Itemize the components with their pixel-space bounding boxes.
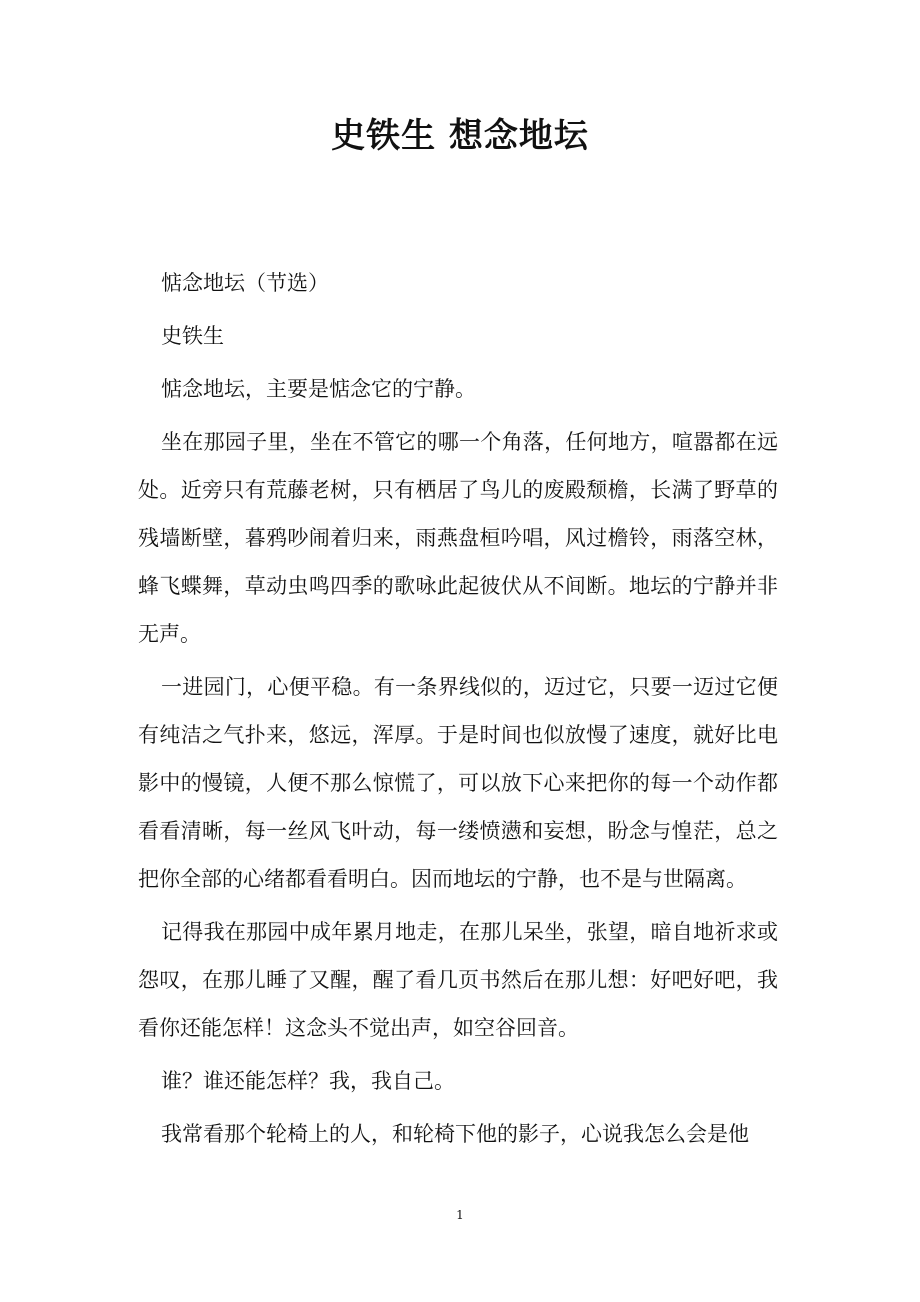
body-paragraph: 谁？谁还能怎样？我，我自己。 [161,1069,455,1093]
body-paragraph: 坐在那园子里，坐在不管它的哪一个角落，任何地方，喧嚣都在远处。近旁只有荒藤老树，只有栖居了鸟儿的废殿颓檐，长满了野草的残墙断壁，暮鸦吵闹着归来，雨燕盘桓吟唱，风过檐铃，雨落空林，蜂飞蝶舞，草动虫鸣四季的歌咏此起彼伏从不间断。地坛的宁静并非无声。 [138,430,778,646]
document-title: 史铁生 想念地坛 [331,116,589,156]
page-number: 1 [456,1208,464,1222]
document-body [138,259,778,1163]
body-paragraph: 一进园门，心便平稳。有一条界线似的，迈过它，只要一迈过它便有纯洁之气扑来，悠远，浑厚。于是时间也似放慢了速度，就好比电影中的慢镜，人便不那么惊慌了，可以放下心来把你的每一个动作都看看清晰，每一丝风飞叶动，每一缕愤懑和妄想，盼念与惶茫，总之把你全部的心绪都看看明白。因而地坛的宁静，也不是与世隔离。 [138,675,778,891]
subtitle-paragraph: 惦念地坛（节选） [161,271,329,295]
body-paragraph: 我常看那个轮椅上的人，和轮椅下他的影子，心说我怎么会是他 [161,1122,749,1146]
body-paragraph: 记得我在那园中成年累月地走，在那儿呆坐，张望，暗自地祈求或怨叹，在那儿睡了又醒，醒了看几页书然后在那儿想：好吧好吧，我看你还能怎样！这念头不觉出声，如空谷回音。 [138,920,778,1040]
body-paragraph: 惦念地坛，主要是惦念它的宁静。 [161,377,476,401]
author-paragraph: 史铁生 [161,324,224,348]
